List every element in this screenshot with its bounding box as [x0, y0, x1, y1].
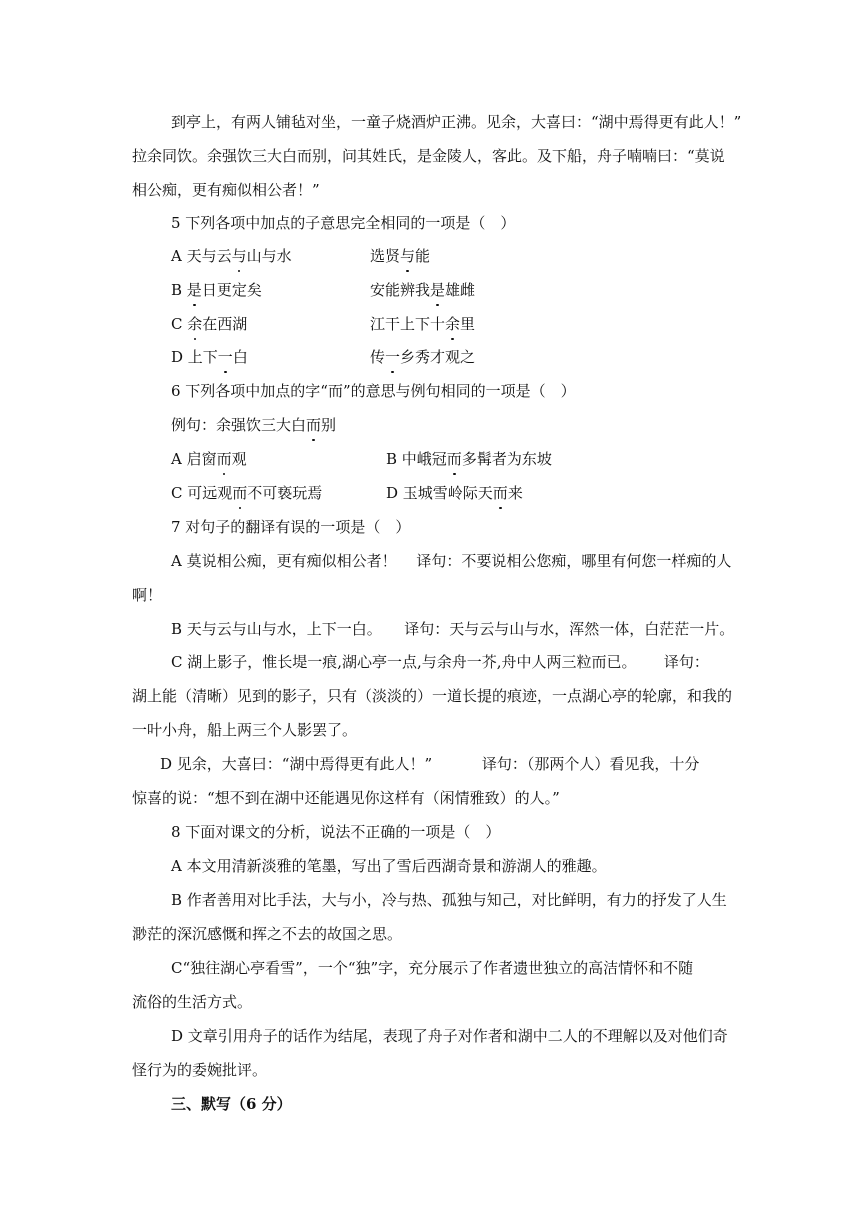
text-segment: 传: [370, 348, 386, 366]
q8-option-b-line-1: B 作者善用对比手法，大与小，冷与热、孤独与知己，对比鲜明，有力的抒发了人生: [171, 891, 727, 909]
q7-option-a-line-2: 啊！: [132, 586, 163, 604]
q6-option-a: [171, 449, 247, 469]
q6-option-b: [386, 449, 552, 469]
text-segment: D 玉城雪岭际天: [386, 484, 493, 502]
q8-option-c-line-2: 流俗的生活方式。: [132, 993, 253, 1011]
q8-option-a-line-1: A 本文用清新淡雅的笔墨，写出了雪后西湖奇景和游湖人的雅趣。: [171, 857, 607, 875]
q5-option-a-left: [171, 246, 292, 266]
q5-option-c-left: [171, 314, 247, 334]
dotted-character: 与: [400, 247, 416, 265]
dotted-character: 余: [187, 315, 203, 333]
text-segment: 日更定矣: [201, 281, 262, 299]
text-segment: 例句：余强饮三大白: [171, 416, 307, 434]
dotted-character: 而: [216, 450, 232, 468]
passage-line-3: 相公痴，更有痴似相公者！”: [132, 181, 320, 199]
text-segment: A 天与云: [171, 247, 232, 265]
dotted-character: 与: [231, 247, 247, 265]
q5-option-c-right: [370, 314, 475, 334]
q6-stem: 6 下列各项中加点的字“而”的意思与例句相同的一项是（ ）: [171, 382, 576, 400]
q7-option-c-line-1: C 湖上影子，惟长堤一痕,湖心亭一点,与余舟一芥,舟中人两三粒而已。 译句：: [171, 653, 709, 671]
dotted-character: 是: [186, 281, 202, 299]
q6-example: [171, 415, 336, 435]
text-segment: B 中峨冠: [386, 450, 447, 468]
dotted-character: 而: [232, 484, 248, 502]
q7-option-a-line-1: A 莫说相公痴，更有痴似相公者！ 译句：不要说相公您痴，哪里有何您一样痴的人: [171, 552, 732, 570]
text-segment: D 上下: [171, 348, 218, 366]
dotted-character: 余: [445, 315, 461, 333]
text-segment: 乡秀才观之: [400, 348, 476, 366]
q5-option-d-left: [171, 347, 248, 367]
q8-option-d-line-1: D 文章引用舟子的话作为结尾，表现了舟子对作者和湖中二人的不理解以及对他们奇: [171, 1027, 728, 1045]
text-segment: 在西湖: [202, 315, 248, 333]
dotted-character: 一: [385, 348, 401, 366]
text-segment: 雄雌: [445, 281, 476, 299]
dotted-character: 是: [430, 281, 446, 299]
q5-option-b-left: [171, 280, 262, 300]
text-segment: C: [171, 315, 188, 333]
text-segment: 能: [415, 247, 431, 265]
q8-option-d-line-2: 怪行为的委婉批评。: [132, 1061, 268, 1079]
text-segment: 别: [321, 416, 337, 434]
q7-option-b-line-1: B 天与云与山与水，上下一白。 译句：天与云与山与水，浑然一体，白茫茫一片。: [171, 620, 735, 638]
passage-line-1: 到亭上，有两人铺毡对坐，一童子烧酒炉正沸。见余，大喜曰：“湖中焉得更有此人！”: [171, 113, 742, 131]
text-segment: 安能辨我: [370, 281, 431, 299]
section-heading-dictation: 三、默写（6 分）: [171, 1095, 292, 1113]
text-segment: 不可亵玩焉: [247, 484, 323, 502]
q7-option-d-line-2: 惊喜的说：“想不到在湖中还能遇见你这样有（闲情雅致）的人。”: [132, 789, 560, 807]
q7-stem: 7 对句子的翻译有误的一项是（ ）: [171, 518, 411, 536]
q8-option-c-line-1: C“独往湖心亭看雪”，一个“独”字，充分展示了作者遗世独立的高洁情怀和不随: [171, 959, 694, 977]
dotted-character: 而: [492, 484, 508, 502]
q5-option-a-right: [370, 246, 430, 266]
text-segment: A 启窗: [171, 450, 217, 468]
dotted-character: 而: [446, 450, 462, 468]
q6-option-d: [386, 483, 523, 503]
q6-option-c: [171, 483, 322, 503]
dotted-character: 一: [217, 348, 233, 366]
dotted-character: 而: [306, 416, 322, 434]
text-segment: 多髯者为东坡: [461, 450, 552, 468]
text-segment: 里: [460, 315, 476, 333]
q8-option-b-line-2: 渺茫的深沉感慨和挥之不去的故国之思。: [132, 925, 403, 943]
q7-option-c-line-3: 一叶小舟，船上两三个人影罢了。: [132, 721, 358, 739]
q8-stem: 8 下面对课文的分析，说法不正确的一项是（ ）: [171, 823, 501, 841]
text-segment: 白: [232, 348, 248, 366]
text-segment: 来: [507, 484, 523, 502]
text-segment: 观: [231, 450, 247, 468]
q5-option-d-right: [370, 347, 475, 367]
passage-line-2: 拉余同饮。余强饮三大白而别，问其姓氏，是金陵人，客此。及下船，舟子喃喃曰：“莫说: [132, 147, 725, 165]
text-segment: 选贤: [370, 247, 401, 265]
q7-option-c-line-2: 湖上能（清晰）见到的影子，只有（淡淡的）一道长提的痕迹，一点湖心亭的轮廓，和我的: [132, 687, 733, 705]
text-segment: 山与水: [246, 247, 292, 265]
q5-stem: 5 下列各项中加点的子意思完全相同的一项是（ ）: [171, 214, 516, 232]
text-segment: 江干上下十: [370, 315, 446, 333]
text-segment: B: [171, 281, 187, 299]
text-segment: C 可远观: [171, 484, 233, 502]
q5-option-b-right: [370, 280, 475, 300]
q7-option-d-line-1: D 见余，大喜曰：“湖中焉得更有此人！” 译句：（那两个人）看见我，十分: [160, 755, 700, 773]
